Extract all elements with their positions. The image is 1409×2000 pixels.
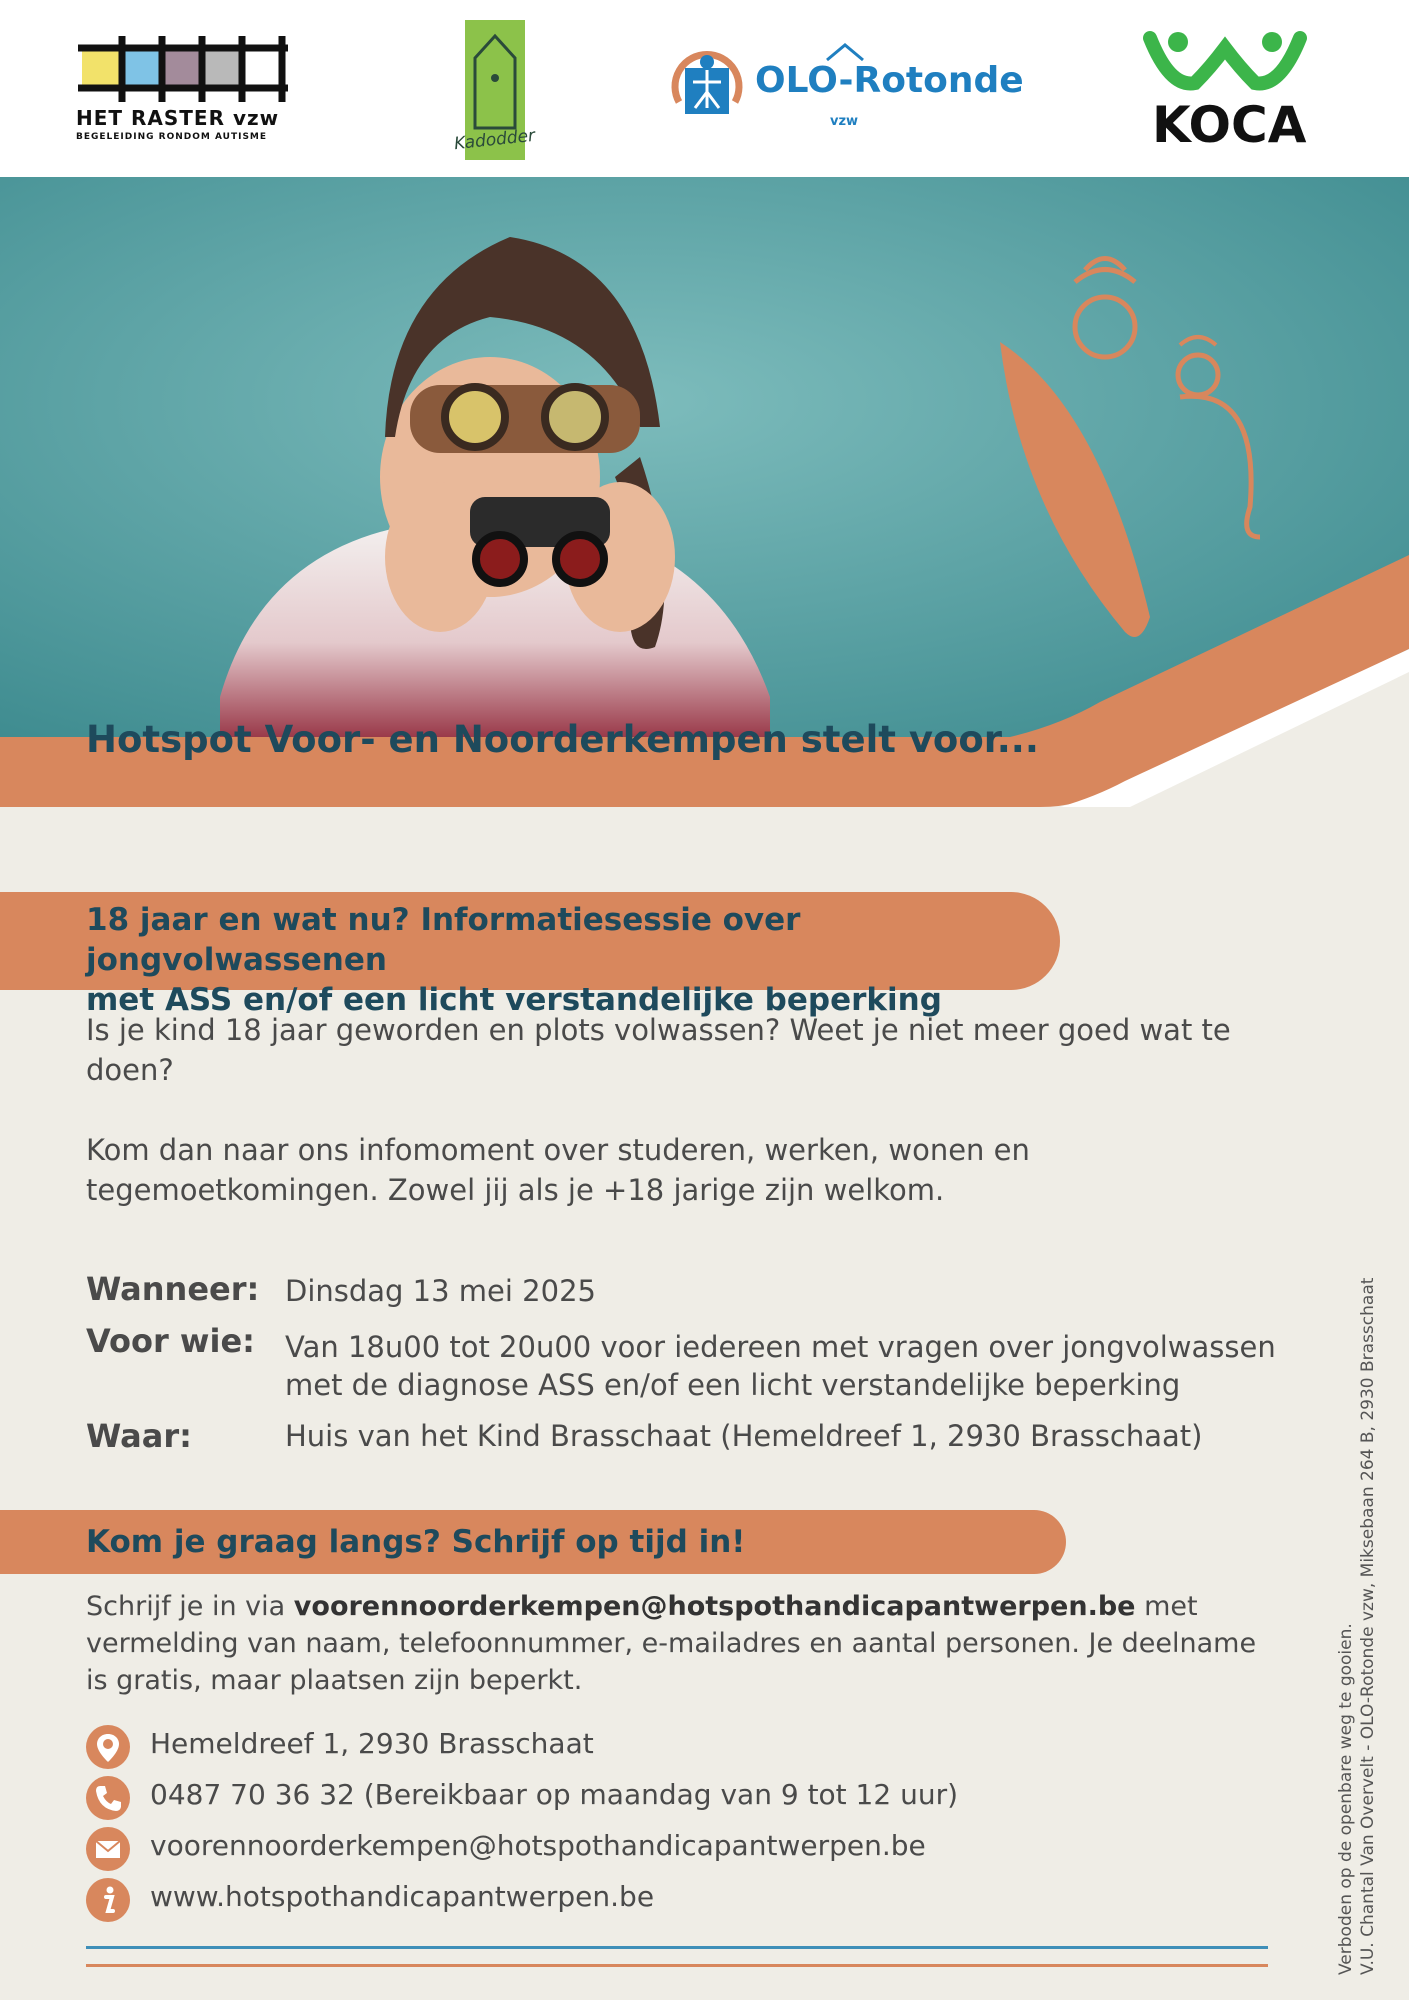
- koca-logo: [1140, 28, 1310, 158]
- side-note: [1335, 1278, 1379, 1975]
- info-icon: [86, 1878, 130, 1922]
- where-label: Waar:: [86, 1417, 192, 1455]
- signup-text-after: met vermelding van naam, telefoonnummer, e-mailadres en aantal personen. Je deelname is gratis, maar plaatsen zijn beperkt.: [86, 1591, 1257, 1696]
- het-raster-logo: [40, 14, 330, 164]
- who-label: Voor wie:: [86, 1322, 255, 1360]
- hero-illustration: [0, 177, 1409, 807]
- signup-paragraph: [86, 1588, 1286, 1699]
- olo-roof-icon: [825, 42, 865, 62]
- signup-email[interactable]: voorennoorderkempen@hotspothandicapantwerpen.be: [293, 1591, 1136, 1622]
- logo-bar: [0, 0, 1409, 177]
- intro-paragraph-1: Is je kind 18 jaar geworden en plots volwassen? Weet je niet meer goed wat te doen?: [86, 1013, 1231, 1087]
- where-value: Huis van het Kind Brasschaat (Hemeldreef 1, 2930 Brasschaat): [285, 1419, 1203, 1453]
- signup-title: Kom je graag langs? Schrijf op tijd in!: [86, 1524, 746, 1560]
- location-pin-icon: [86, 1725, 130, 1769]
- mail-icon: [86, 1827, 130, 1871]
- side-note-line1: Verboden op de openbare weg te gooien.: [1336, 1623, 1356, 1975]
- side-note-line2: V.U. Chantal Van Overvelt - OLO-Rotonde vzw, Miksebaan 264 B, 2930 Brasschaat: [1358, 1277, 1378, 1975]
- phone-icon: [86, 1776, 130, 1820]
- website-text[interactable]: www.hotspothandicapantwerpen.be: [150, 1880, 655, 1913]
- intro-paragraph-2: Kom dan naar ons infomoment over studeren, werken, wonen en tegemoetkomingen. Zowel jij als je +18 jarige zijn welkom.: [86, 1133, 1030, 1207]
- when-label: Wanneer:: [86, 1270, 260, 1308]
- koca-figures-icon: [1140, 28, 1310, 98]
- address-text: Hemeldreef 1, 2930 Brasschaat: [150, 1727, 594, 1760]
- when-value: Dinsdag 13 mei 2025: [285, 1274, 596, 1308]
- email-text[interactable]: voorennoorderkempen@hotspothandicapantwerpen.be: [150, 1829, 926, 1862]
- olo-rotonde-logo: [665, 40, 1025, 140]
- session-title-line2: met ASS en/of een licht verstandelijke beperking: [86, 982, 942, 1018]
- phone-text[interactable]: 0487 70 36 32 (Bereikbaar op maandag van 9 tot 12 uur): [150, 1778, 959, 1811]
- who-value: Van 18u00 tot 20u00 voor iedereen met vragen over jongvolwassen met de diagnose ASS en/of een licht verstandelijke beperking: [285, 1330, 1276, 1402]
- olo-rotonde-name: OLO-Rotonde: [755, 60, 1024, 101]
- session-title: [86, 900, 1086, 1020]
- olo-figure-icon: [667, 42, 747, 122]
- divider-blue: [86, 1946, 1268, 1949]
- het-raster-name: HET RASTER vzw: [76, 106, 280, 130]
- olo-rotonde-suffix: vzw: [830, 114, 859, 129]
- session-title-line1: 18 jaar en wat nu? Informatiesessie over jongvolwassenen: [86, 902, 801, 978]
- banner-title: Hotspot Voor- en Noorderkempen stelt voor...: [86, 718, 1039, 761]
- divider-orange: [86, 1964, 1268, 1967]
- het-raster-tagline: BEGELEIDING RONDOM AUTISME: [76, 132, 268, 142]
- kadodder-logo: [453, 18, 540, 163]
- koca-name: KOCA: [1152, 96, 1307, 154]
- signup-text-before: Schrijf je in via: [86, 1591, 294, 1622]
- hero-image: [0, 177, 1409, 807]
- kadodder-name: Kadodder: [453, 125, 537, 155]
